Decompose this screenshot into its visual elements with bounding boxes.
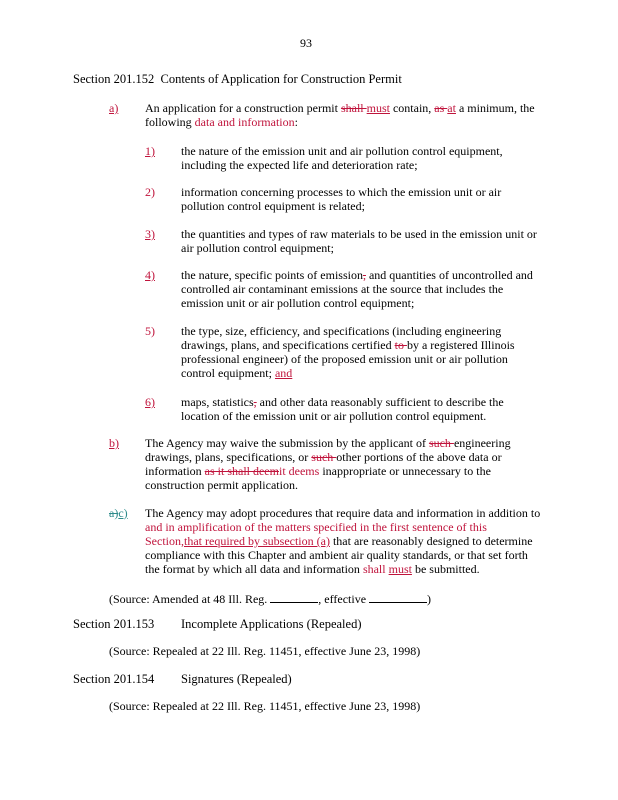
section-201-152-heading <box>73 72 402 86</box>
section-201-153-heading <box>73 617 154 631</box>
item-1-line-1: the nature of the emission unit and air pollution control equipment, <box>181 144 503 158</box>
subsection-c-line-2: and in amplification of the matters specified in the first sentence of this <box>145 520 487 534</box>
item-6-line-2: location of the emission unit or air pollution control equipment. <box>181 409 487 423</box>
item-3-line-2: air pollution control equipment; <box>181 241 334 255</box>
source-note-201-153: (Source: Repealed at 22 Ill. Reg. 11451, effective June 23, 1998) <box>109 644 421 658</box>
section-number: Section 201.152 <box>73 72 155 86</box>
subsection-a-marker: a) <box>109 101 119 115</box>
subsection-c-line-1: The Agency may adopt procedures that require data and information in addition to <box>145 506 541 520</box>
item-6-line-1: maps, statistics, and other data reasonably sufficient to describe the <box>181 395 504 409</box>
subsection-b-line-2: drawings, plans, specifications, or such other portions of the above data or <box>145 450 502 464</box>
item-5-line-3: professional engineer) of the proposed emission unit or air pollution <box>181 352 508 366</box>
source-note-201-152: (Source: Amended at 48 Ill. Reg. , effective ) <box>109 592 432 606</box>
page-number: 93 <box>300 36 312 50</box>
item-3-marker: 3) <box>145 227 155 241</box>
item-2-line-1: information concerning processes to which the emission unit or air <box>181 185 502 199</box>
item-2-marker: 2) <box>145 185 155 199</box>
item-5-line-1: the type, size, efficiency, and specifications (including engineering <box>181 324 502 338</box>
item-4-line-1: the nature, specific points of emission, and quantities of uncontrolled and <box>181 268 533 282</box>
section-201-154-title: Signatures (Repealed) <box>181 672 292 686</box>
item-5-line-4: control equipment; and <box>181 366 293 380</box>
subsection-a-line-1: An application for a construction permit shall must contain, as at a minimum, the <box>145 101 535 115</box>
subsection-b-line-4: construction permit application. <box>145 478 298 492</box>
item-5-line-2: drawings, plans, and specifications certified to by a registered Illinois <box>181 338 515 352</box>
item-1-marker: 1) <box>145 144 155 158</box>
item-4-line-2: controlled air contaminant emissions at the source that includes the <box>181 282 504 296</box>
subsection-c-line-4: compliance with this Chapter and ambient air quality standards, or that set forth <box>145 548 528 562</box>
item-6-marker: 6) <box>145 395 155 409</box>
subsection-c-marker: a)c) <box>109 506 128 520</box>
subsection-b-marker: b) <box>109 436 119 450</box>
item-4-line-3: emission unit or air pollution control equipment; <box>181 296 415 310</box>
subsection-a-line-2: following data and information: <box>145 115 298 129</box>
item-4-marker: 4) <box>145 268 155 282</box>
section-number: Section 201.153 <box>73 617 155 631</box>
item-1-line-2: including the expected life and deterioration rate; <box>181 158 418 172</box>
subsection-b-line-3: information as it shall deemit deems inappropriate or unnecessary to the <box>145 464 491 478</box>
section-number: Section 201.154 <box>73 672 155 686</box>
source-note-201-154: (Source: Repealed at 22 Ill. Reg. 11451, effective June 23, 1998) <box>109 699 421 713</box>
item-3-line-1: the quantities and types of raw materials to be used in the emission unit or <box>181 227 537 241</box>
item-5-marker: 5) <box>145 324 155 338</box>
section-201-153-title: Incomplete Applications (Repealed) <box>181 617 362 631</box>
section-201-154-heading <box>73 672 154 686</box>
subsection-c-line-3: Section,that required by subsection (a) that are reasonably designed to determine <box>145 534 533 548</box>
subsection-b-line-1: The Agency may waive the submission by the applicant of such engineering <box>145 436 511 450</box>
subsection-c-line-5: the format by which all data and information shall must be submitted. <box>145 562 480 576</box>
item-2-line-2: pollution control equipment is related; <box>181 199 365 213</box>
section-title: Contents of Application for Construction Permit <box>160 72 402 86</box>
